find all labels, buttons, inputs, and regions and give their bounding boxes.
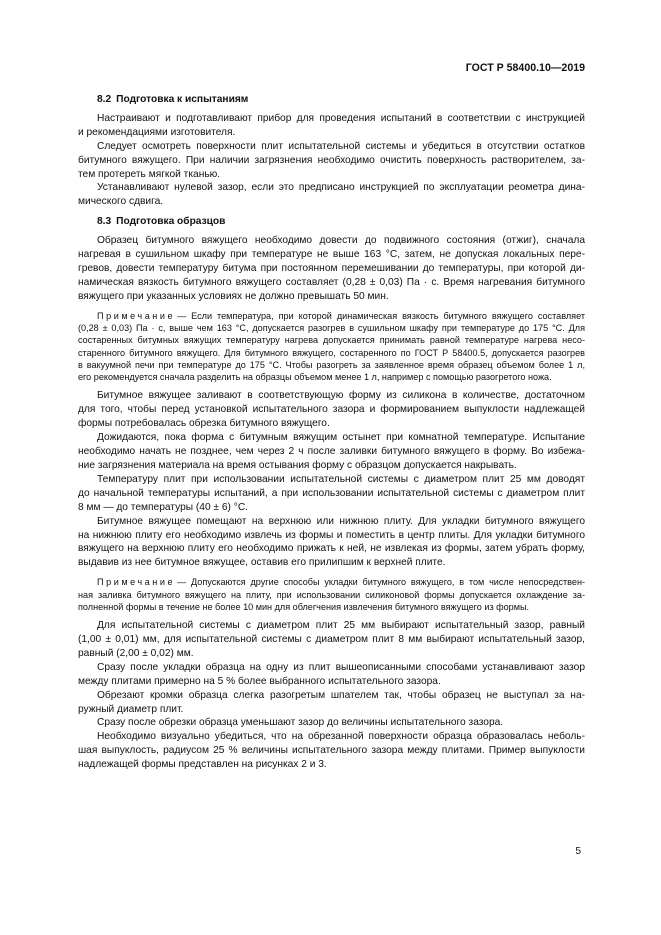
text-line: Образец битумного вяжущего необходимо довести до подвижного состояния (отжиг), сначала — [97, 235, 585, 247]
text-line: Устанавливают нулевой зазор, если это предписано инструкцией по эксплуатации реометра дина- — [97, 182, 585, 194]
text-line: на нижнюю плиту его необходимо извлечь из формы и поместить в центр плиты. Для укладки битумного — [78, 529, 585, 541]
text-line: тем протереть мягкой тканью. — [78, 168, 221, 180]
text-line: гревов, довести температуру битума при постоянном перемешивании до температуры, при которой ди- — [78, 262, 585, 274]
section-number: 8.3 — [97, 216, 112, 228]
text-line: Битумное вяжущее помещают на верхнюю или нижнюю плиту. Для укладки битумного вяжущего — [97, 515, 585, 527]
text-line: и рекомендациями изготовителя. — [78, 126, 236, 138]
section-title: Подготовка образцов — [116, 216, 226, 228]
page-number: 5 — [575, 846, 581, 857]
text-line: битумного вяжущего. При наличии загрязнения необходимо очистить поверхность растворителем, за- — [78, 154, 585, 166]
paragraph — [78, 689, 585, 717]
text-line: нагревая в сушильном шкафу при температуре не выше 163 °С, затем, не допуская локальных пере- — [78, 249, 585, 261]
text-line: необходимо начать не позднее, чем через 2 ч после заливки битумного вяжущего в форму. Во избежа- — [78, 446, 585, 458]
paragraph — [78, 234, 585, 304]
text-line: Для испытательной системы с диаметром плит 25 мм выбирают испытательный зазор, равный — [97, 620, 585, 632]
document-body — [78, 93, 585, 772]
text-line: Дожидаются, пока форма с битумным вяжущим остынет при комнатной температуре. Испытание — [97, 432, 585, 444]
note-label: Примечание — [97, 310, 176, 321]
text-line: ние загрязнения материала на время остывания форму с образцом допускается накрывать. — [78, 460, 517, 471]
text-line: между плитами примерно на 5 % более выбранного испытательного зазора. — [78, 675, 441, 687]
note-text: — Если температура, при которой динамическая вязкость битумного вяжущего составляет — [177, 310, 585, 321]
text-line: намическая вязкость битумного вяжущего составляет (0,28 ± 0,03) Па · с. Время нагревания битумного — [78, 276, 585, 288]
text-line: выдавив из нее битумное вяжущее, оставив его прилипшим к верхней плите. — [78, 557, 446, 569]
text-line: равный (2,00 ± 0,02) мм. — [78, 647, 194, 659]
section-heading — [78, 93, 585, 107]
text-line: Необходимо визуально убедиться, что на обрезанной поверхности образца образовалась неболь- — [97, 731, 585, 743]
note — [78, 310, 585, 384]
text-line: шая выпуклость, радиусом 25 % величины испытательного зазора между плитами. Пример выпуклости — [78, 745, 585, 757]
text-line: ружный диаметр плит. — [78, 703, 184, 715]
text-line: мического сдвига. — [78, 196, 164, 208]
note-line: его рекомендуется сначала разделить на образцы объемом менее 1 л, например с помощью разогретого ножа. — [78, 372, 552, 383]
text-line: 8 мм — до температуры (40 ± 6) °С. — [78, 501, 249, 513]
paragraph — [78, 112, 585, 140]
section-title: Подготовка к испытаниям — [116, 94, 249, 105]
text-line: Обрезают кромки образца слегка разогретым шпателем так, чтобы образец не выступал за на- — [97, 689, 585, 701]
paragraph — [78, 716, 585, 730]
text-line: надлежащей формы представлен на рисунках 2 и 3. — [78, 759, 327, 771]
section-heading — [78, 215, 585, 229]
paragraph — [78, 181, 585, 209]
paragraph — [78, 389, 585, 431]
note-line: ная заливка битумного вяжущего на плиту, при использовании силиконовой формы допускается охлаждение за- — [78, 589, 585, 600]
text-line: вяжущего при указанных условиях не должно превышать 50 мин. — [78, 290, 389, 302]
note-line: полненной формы в течение не более 10 мин для облегчения извлечения битумного вяжущего из формы. — [78, 601, 530, 612]
note-line: в вакуумной печи при температуре до 175 °С. Чтобы разогреть за заявленное время образец объемом более 1 л, — [78, 359, 585, 370]
paragraph — [78, 661, 585, 689]
document-code-header: ГОСТ Р 58400.10—2019 — [465, 62, 585, 74]
section-number: 8.2 — [97, 94, 112, 105]
text-line: формы потребовалась обрезка битумного вяжущего. — [78, 418, 330, 430]
note-line — [78, 310, 585, 322]
paragraph — [78, 619, 585, 661]
text-line: Битумное вяжущее заливают в соответствующую форму из силикона в количестве, достаточном — [97, 390, 585, 402]
note-line: состаренных битумных вяжущих температуру нагрева допускается принимать равной температуре нагрева несо- — [78, 335, 585, 346]
text-line: для того, чтобы перед установкой испытательного зазора и формированием выпуклости надлежащей — [78, 404, 585, 416]
text-line: до начальной температуры испытаний, а при использовании испытательной системы с диаметром плит — [78, 487, 585, 499]
text-line: (1,00 ± 0,01) мм, для испытательной системы с диаметром плит 8 мм выбирают испытательный зазор, — [78, 634, 585, 646]
text-line: Сразу после обрезки образца уменьшают зазор до величины испытательного зазора. — [97, 717, 504, 729]
note-line: старенного битумного вяжущего. Для битумного вяжущего, состаренного по ГОСТ Р 58400.5, допускается разогрев — [78, 347, 585, 358]
note-line: (0,28 ± 0,03) Па · с, выше чем 163 °С, допускается разогрев в сушильном шкафу при температуре до 175 °С. Для — [78, 322, 585, 333]
note-label: Примечание — [97, 577, 176, 588]
paragraph — [78, 431, 585, 473]
text-line: вяжущего на верхнюю плиту его необходимо прижать к ней, не извлекая из формы, затем убрать форму, — [78, 543, 585, 555]
note — [78, 576, 585, 613]
text-line: Следует осмотреть поверхности плит испытательной системы и убедиться в отсутствии остатков — [97, 140, 585, 152]
paragraph — [78, 140, 585, 182]
paragraph — [78, 515, 585, 571]
note-text: — Допускаются другие способы укладки битумного вяжущего, в том числе непосредствен- — [177, 577, 585, 588]
text-line: Температуру плит при использовании испытательной системы с диаметром плит 25 мм доводят — [97, 473, 585, 485]
note-line — [78, 576, 585, 588]
paragraph — [78, 473, 585, 515]
text-line: Настраивают и подготавливают прибор для проведения испытаний в соответствии с инструкцией — [97, 112, 585, 124]
paragraph — [78, 730, 585, 772]
text-line: Сразу после укладки образца на одну из плит вышеописанными способами устанавливают зазор — [97, 661, 585, 673]
